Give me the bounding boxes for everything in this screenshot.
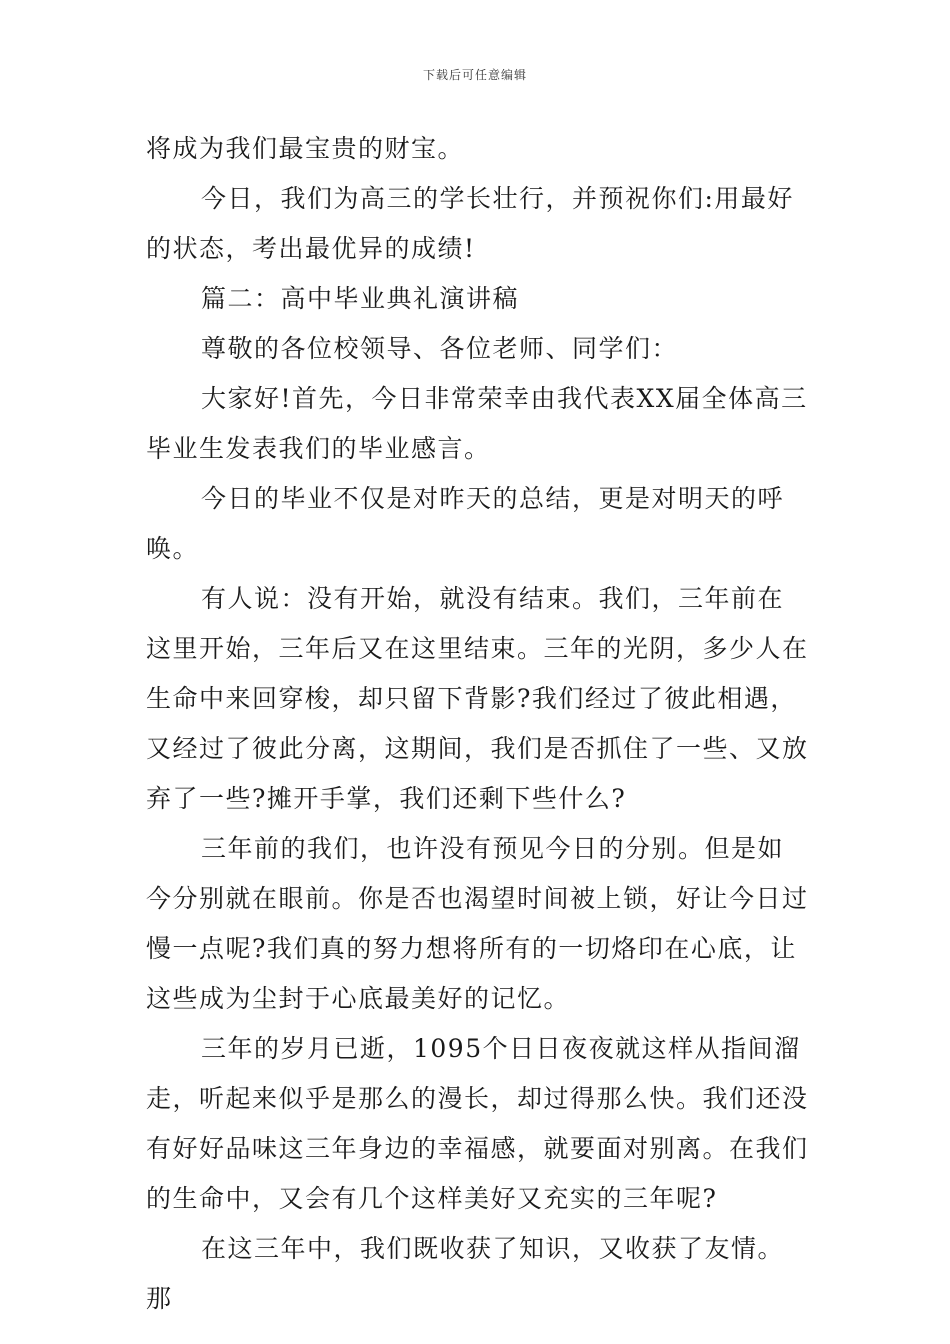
paragraph: 有人说：没有开始，就没有结束。我们，三年前在这里开始，三年后又在这里结束。三年的光阴，多少人在生命中来回穿梭，却只留下背影?我们经过了彼此相遇，又经过了彼此分离，这期间，我们是否抓住了一些、又放弃了一些?摊开手掌，我们还剩下些什么?	[146, 584, 809, 813]
salutation: 尊敬的各位校领导、各位老师、同学们：	[201, 334, 679, 363]
page-header: 下载后可任意编辑	[422, 68, 527, 82]
paragraph: 三年的岁月已逝，1095个日日夜夜就这样从指间溜走，听起来似乎是那么的漫长，却过得那么快。我们还没有好好品味这三年身边的幸福感，就要面对别离。在我们的生命中，又会有几个这样美好又充实的三年呢?	[146, 1034, 809, 1213]
paragraph: 今日，我们为高三的学长壮行，并预祝你们:用最好的状态，考出最优异的成绩!	[146, 184, 794, 263]
paragraph: 大家好!首先，今日非常荣幸由我代表XX届全体高三毕业生发表我们的毕业感言。	[146, 384, 808, 463]
paragraph: 在这三年中，我们既收获了知识，又收获了友情。那	[146, 1234, 785, 1313]
paragraph: 三年前的我们，也许没有预见今日的分别。但是如今分别就在眼前。你是否也渴望时间被上锁，好让今日过慢一点呢?我们真的努力想将所有的一切烙印在心底，让这些成为尘封于心底最美好的记忆。	[146, 834, 809, 1013]
document-body	[146, 124, 810, 1324]
paragraph: 今日的毕业不仅是对昨天的总结，更是对明天的呼唤。	[146, 484, 785, 563]
paragraph: 将成为我们最宝贵的财宝。	[146, 134, 465, 163]
section-heading: 篇二：高中毕业典礼演讲稿	[201, 284, 520, 313]
